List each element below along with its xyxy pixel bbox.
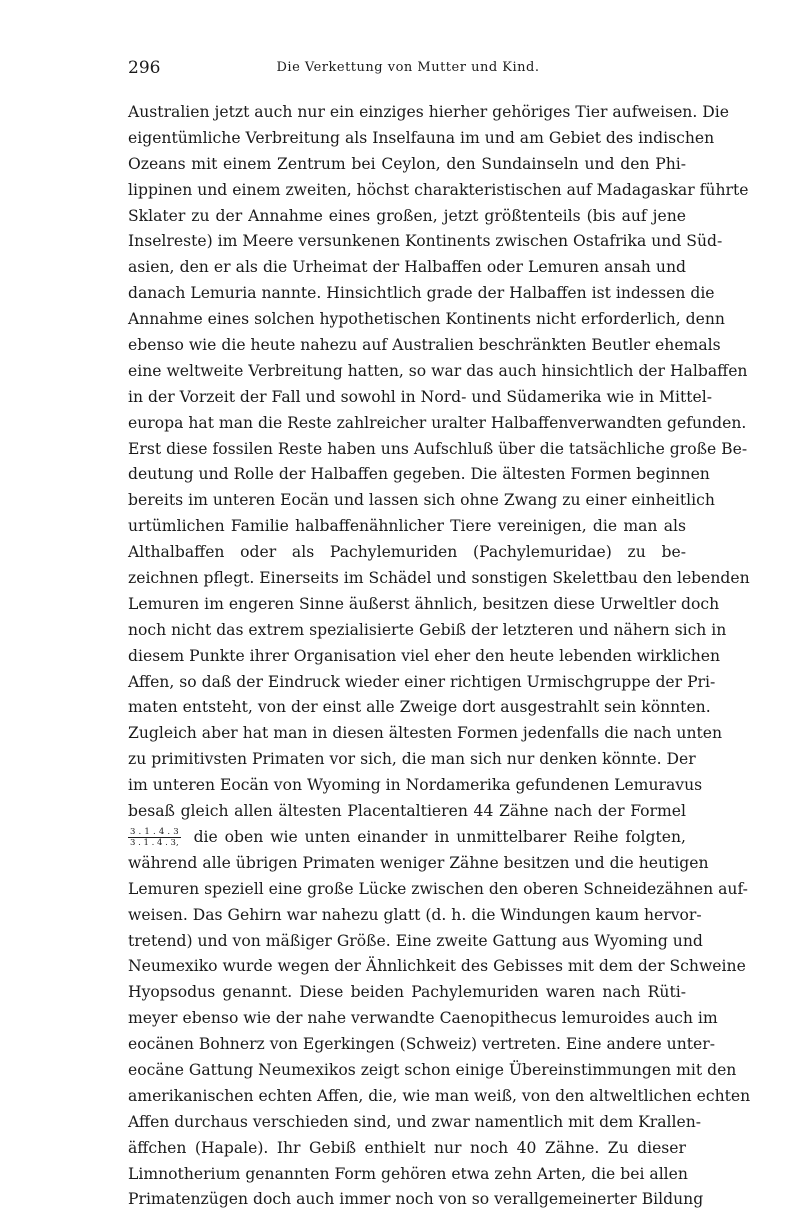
formula-line <box>128 825 686 851</box>
text-line: tretend) und von mäßiger Größe. Eine zweite Gattung aus Wyoming und <box>128 931 703 950</box>
text-line: Neumexiko wurde wegen der Ähnlichkeit des Gebisses mit dem der Schweine <box>128 957 746 976</box>
text-line: eocäne Gattung Neumexikos zeigt schon einige Übereinstimmungen mit den <box>128 1060 737 1079</box>
text-line: Primatenzügen doch auch immer noch von so verallgemeinerter Bildung <box>128 1190 704 1209</box>
text-line: während alle übrigen Primaten weniger Zähne besitzen und die heutigen <box>128 853 709 872</box>
text-line: diesem Punkte ihrer Organisation viel eher den heute lebenden wirklichen <box>128 646 721 665</box>
text-line: Affen, so daß der Eindruck wieder einer richtigen Urmischgruppe der Pri- <box>128 672 716 691</box>
text-line: eine weltweite Verbreitung hatten, so war das auch hinsichtlich der Halbaffen <box>128 361 748 380</box>
text-line: Inselreste) im Meere versunkenen Kontinents zwischen Ostafrika und Süd- <box>128 232 723 251</box>
text-line: deutung und Rolle der Halbaffen gegeben. Die ältesten Formen beginnen <box>128 465 710 484</box>
text-line: Lemuren im engeren Sinne äußerst ähnlich, besitzen diese Urweltler doch <box>128 594 720 613</box>
text-line: danach Lemuria nannte. Hinsichtlich grade der Halbaffen ist indessen die <box>128 284 715 303</box>
text-line: in der Vorzeit der Fall und sowohl in Nord- und Südamerika wie in Mittel- <box>128 387 713 406</box>
text-line: zu primitivsten Primaten vor sich, die man sich nur denken könnte. Der <box>128 750 696 769</box>
text-line: eocänen Bohnerz von Egerkingen (Schweiz) vertreten. Eine andere unter- <box>128 1035 715 1054</box>
text-line: Australien jetzt auch nur ein einziges hierher gehöriges Tier aufweisen. Die <box>128 103 729 121</box>
formula-comma: , <box>175 838 179 849</box>
formula-line-text: die oben wie unten einander in unmittelbarer Reihe folgten, <box>193 827 686 846</box>
text-line: amerikanischen echten Affen, die, wie man weiß, von den altweltlichen echten <box>128 1086 751 1105</box>
text-line: asien, den er als die Urheimat der Halbaffen oder Lemuren ansah und <box>128 258 686 277</box>
text-line: Limnotherium genannten Form gehören etwa zehn Arten, die bei allen <box>128 1164 688 1183</box>
body-text <box>128 100 751 1213</box>
text-line: Ozeans mit einem Zentrum bei Ceylon, den Sundainseln und den Phi- <box>128 154 686 173</box>
text-line: Affen durchaus verschieden sind, und zwar namentlich mit dem Krallen- <box>128 1112 702 1131</box>
page-header <box>128 58 688 82</box>
running-title: Die Verkettung von Mutter und Kind. <box>276 60 540 75</box>
text-line: weisen. Das Gehirn war nahezu glatt (d. h. die Windungen kaum hervor- <box>128 905 702 924</box>
text-line: ebenso wie die heute nahezu auf Australien beschränkten Beutler ehemals <box>128 336 721 355</box>
text-line: besaß gleich allen ältesten Placentaltieren 44 Zähne nach der Formel <box>128 802 686 821</box>
text-line: lippinen und einem zweiten, höchst charakteristischen auf Madagaskar führte <box>128 180 749 199</box>
text-line: Erst diese fossilen Reste haben uns Aufschluß über die tatsächliche große Be- <box>128 439 748 458</box>
text-line: zeichnen pflegt. Einerseits im Schädel und sonstigen Skelettbau den lebenden <box>128 569 750 588</box>
formula-numerator: 3 . 1 . 4 . 3 <box>130 827 179 838</box>
page-number: 296 <box>128 58 161 78</box>
text-line: Annahme eines solchen hypothetischen Kontinents nicht erforderlich, denn <box>128 310 725 329</box>
text-line: europa hat man die Reste zahlreicher uralter Halbaffenverwandten gefunden. <box>128 413 747 432</box>
text-line: maten entsteht, von der einst alle Zweige dort ausgestrahlt sein könnten. <box>128 698 711 717</box>
text-line: Lemuren speziell eine große Lücke zwischen den oberen Schneidezähnen auf- <box>128 879 748 898</box>
text-line: im unteren Eocän von Wyoming in Nordamerika gefundenen Lemuravus <box>128 776 703 795</box>
text-line: Althalbaffen oder als Pachylemuriden (Pachylemuridae) zu be- <box>128 543 686 562</box>
text-line: Sklater zu der Annahme eines großen, jetzt größtenteils (bis auf jene <box>128 206 686 225</box>
formula-denominator <box>128 838 181 848</box>
dental-formula <box>128 827 181 848</box>
text-line: meyer ebenso wie der nahe verwandte Caenopithecus lemuroides auch im <box>128 1009 718 1028</box>
text-line: Hyopsodus genannt. Diese beiden Pachylemuriden waren nach Rüti- <box>128 983 686 1002</box>
text-line: noch nicht das extrem spezialisierte Gebiß der letzteren und nähern sich in <box>128 620 727 639</box>
text-line: äffchen (Hapale). Ihr Gebiß enthielt nur noch 40 Zähne. Zu dieser <box>128 1138 686 1157</box>
formula-denominator-value: 3 . 1 . 4 . 3 <box>130 838 176 849</box>
text-line: urtümlichen Familie halbaffenähnlicher Tiere vereinigen, die man als <box>128 517 686 536</box>
text-line: Zugleich aber hat man in diesen ältesten Formen jedenfalls die nach unten <box>128 724 723 743</box>
text-line: eigentümliche Verbreitung als Inselfauna im und am Gebiet des indischen <box>128 128 715 147</box>
text-line: bereits im unteren Eocän und lassen sich ohne Zwang zu einer einheitlich <box>128 491 715 510</box>
